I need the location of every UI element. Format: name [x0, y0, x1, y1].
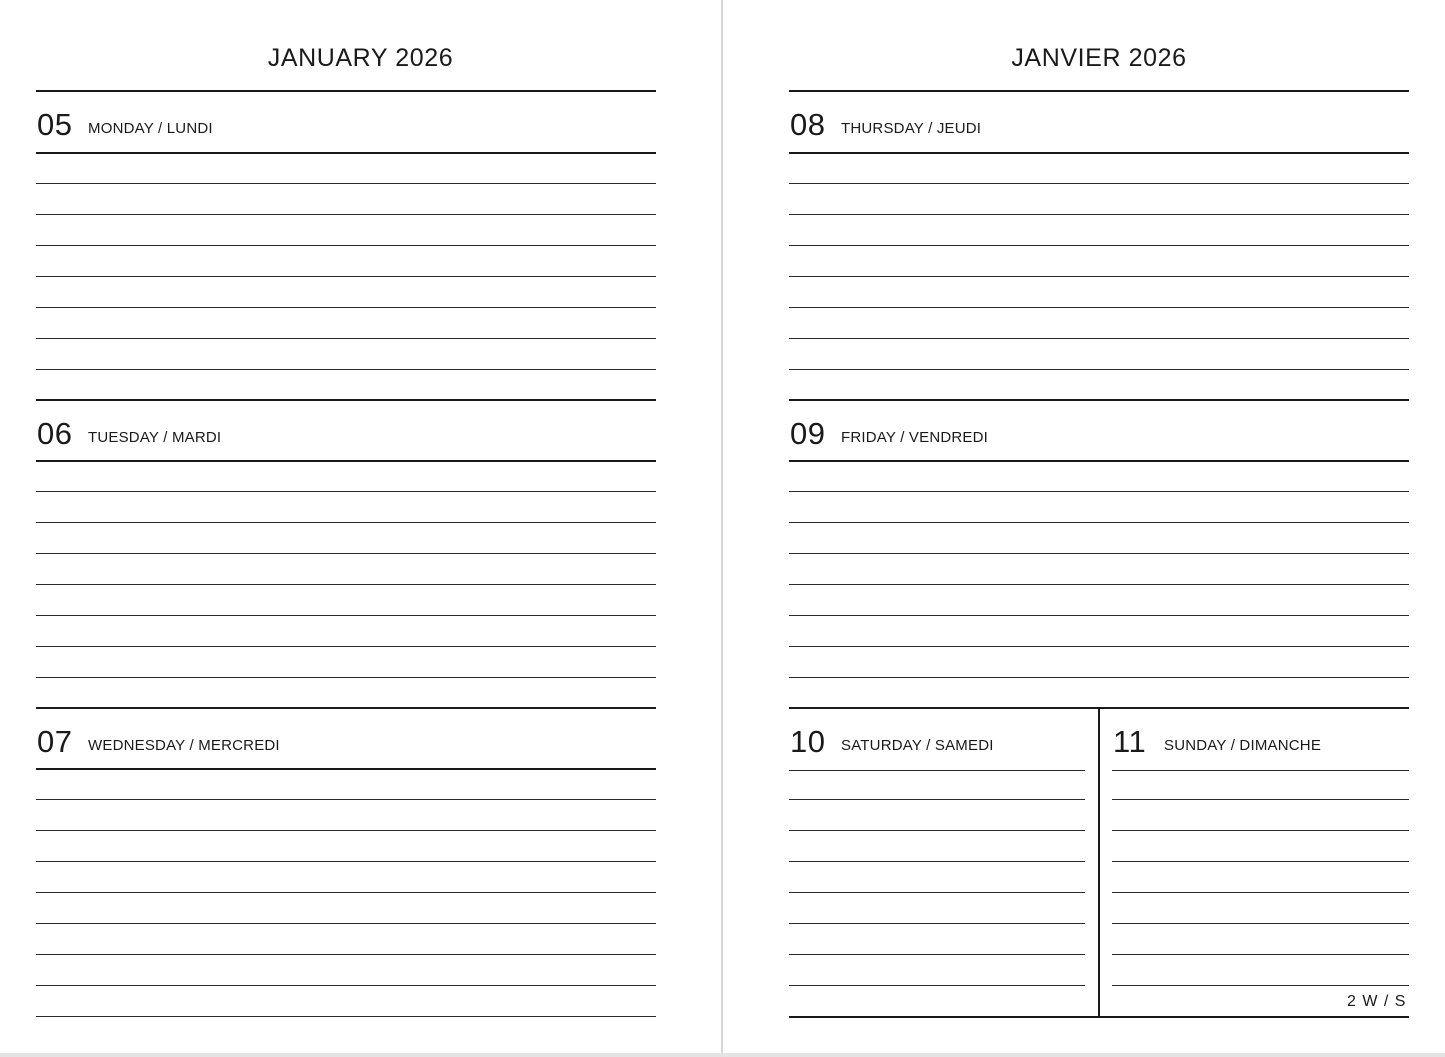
- writing-line: [789, 861, 1085, 862]
- writing-line: [789, 491, 1409, 492]
- writing-line: [1112, 861, 1409, 862]
- writing-line: [789, 245, 1409, 246]
- day-header-rule: [789, 770, 1085, 771]
- writing-line: [789, 522, 1409, 523]
- writing-line: [36, 553, 656, 554]
- day-name: FRIDAY / VENDREDI: [841, 429, 989, 446]
- writing-line: [36, 522, 656, 523]
- page-spine: [721, 0, 723, 1053]
- writing-line: [789, 584, 1409, 585]
- writing-line: [789, 553, 1409, 554]
- writing-line: [789, 369, 1409, 370]
- writing-line: [789, 276, 1409, 277]
- writing-line: [36, 830, 656, 831]
- month-title-french: JANVIER 2026: [1011, 44, 1187, 72]
- writing-line: [789, 677, 1409, 678]
- writing-line: [789, 615, 1409, 616]
- day-separator-rule: [789, 707, 1409, 709]
- writing-line: [36, 214, 656, 215]
- writing-line: [36, 584, 656, 585]
- writing-line: [789, 923, 1085, 924]
- day-number: 08: [790, 107, 826, 142]
- writing-line: [789, 954, 1085, 955]
- writing-line: [1112, 799, 1409, 800]
- day-name: TUESDAY / MARDI: [88, 429, 222, 446]
- writing-line: [36, 799, 656, 800]
- writing-line: [1112, 954, 1409, 955]
- writing-line: [789, 338, 1409, 339]
- day-header-rule: [36, 460, 656, 462]
- writing-line: [1112, 923, 1409, 924]
- writing-line: [36, 245, 656, 246]
- bottom-rule: [789, 1016, 1409, 1018]
- footer-week-code: 2 W / S: [1347, 993, 1407, 1010]
- writing-line: [36, 677, 656, 678]
- writing-line: [36, 307, 656, 308]
- writing-line: [789, 214, 1409, 215]
- day-number: 06: [37, 416, 73, 451]
- day-header-rule: [36, 152, 656, 154]
- right-page: [724, 0, 1445, 1053]
- writing-line: [789, 646, 1409, 647]
- page-bottom-edge: [0, 1053, 1445, 1057]
- writing-line: [1112, 985, 1409, 986]
- day-number: 07: [37, 724, 73, 759]
- writing-line: [36, 861, 656, 862]
- writing-line: [789, 830, 1085, 831]
- day-number: 10: [790, 724, 826, 759]
- writing-line: [36, 615, 656, 616]
- writing-line: [36, 276, 656, 277]
- writing-line: [1112, 830, 1409, 831]
- day-separator-rule: [36, 399, 656, 401]
- day-separator-rule: [789, 399, 1409, 401]
- writing-line: [36, 646, 656, 647]
- writing-line: [36, 183, 656, 184]
- writing-line: [36, 954, 656, 955]
- weekend-divider: [1098, 708, 1100, 1018]
- month-title-english: JANUARY 2026: [267, 44, 454, 72]
- day-number: 05: [37, 107, 73, 142]
- writing-line: [789, 307, 1409, 308]
- writing-line: [789, 892, 1085, 893]
- day-name: MONDAY / LUNDI: [88, 120, 213, 137]
- day-name: THURSDAY / JEUDI: [841, 120, 982, 137]
- day-header-rule: [36, 768, 656, 770]
- day-header-rule: [789, 152, 1409, 154]
- writing-line: [36, 491, 656, 492]
- day-separator-rule: [36, 707, 656, 709]
- writing-line: [36, 892, 656, 893]
- writing-line: [36, 985, 656, 986]
- writing-line: [789, 799, 1085, 800]
- title-rule: [789, 90, 1409, 92]
- title-rule: [36, 90, 656, 92]
- writing-line: [789, 985, 1085, 986]
- day-name: WEDNESDAY / MERCREDI: [88, 737, 280, 754]
- writing-line: [36, 369, 656, 370]
- writing-line: [36, 1016, 656, 1017]
- writing-line: [789, 183, 1409, 184]
- day-name: SUNDAY / DIMANCHE: [1164, 737, 1322, 754]
- writing-line: [1112, 892, 1409, 893]
- left-page: [0, 0, 721, 1053]
- writing-line: [36, 338, 656, 339]
- day-header-rule: [789, 460, 1409, 462]
- day-number: 09: [790, 416, 826, 451]
- writing-line: [36, 923, 656, 924]
- day-header-rule: [1112, 770, 1409, 771]
- day-number: 11: [1113, 724, 1147, 759]
- day-name: SATURDAY / SAMEDI: [841, 737, 994, 754]
